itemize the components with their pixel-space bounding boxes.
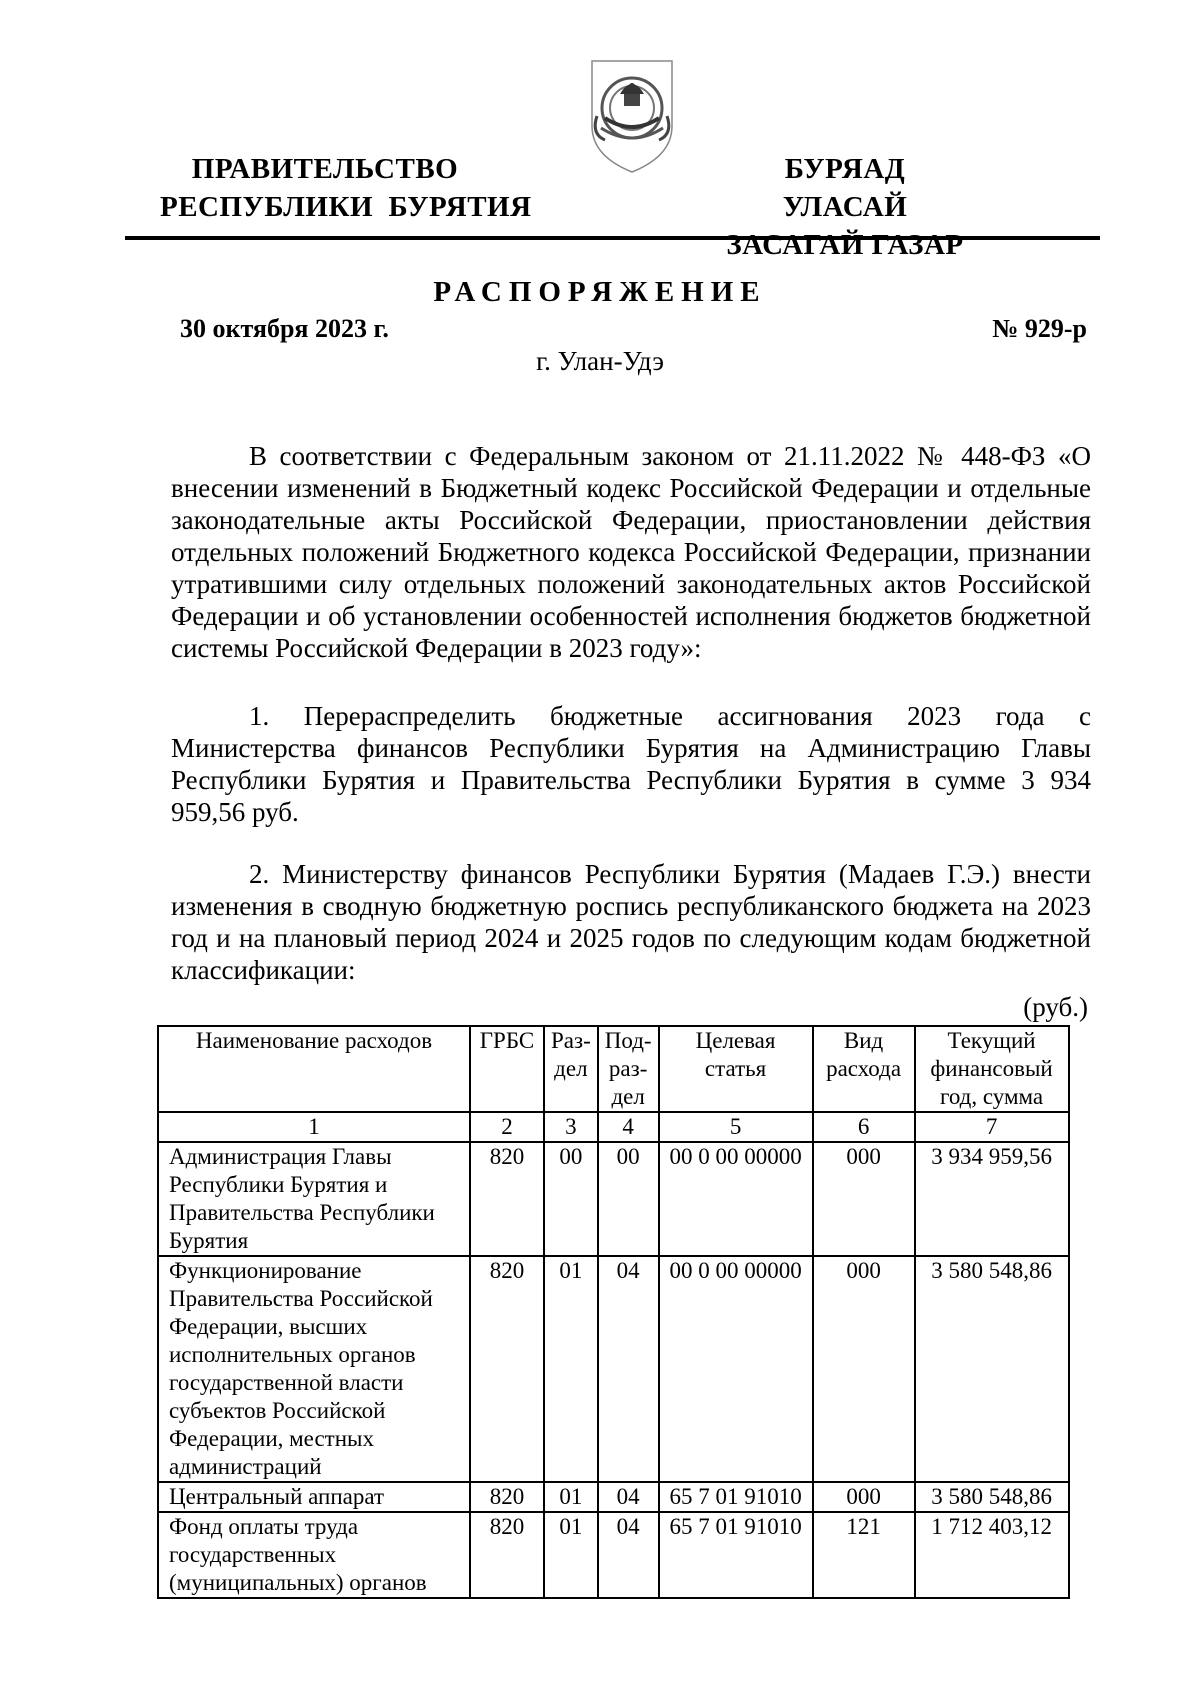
header-divider: [125, 236, 1100, 240]
document-title: РАСПОРЯЖЕНИЕ: [433, 276, 767, 308]
row-grbs: 820: [470, 1512, 544, 1598]
header-left: [160, 150, 532, 226]
row-subsection: 04: [598, 1256, 659, 1482]
table-number-row: [158, 1112, 1069, 1142]
row-subsection: 00: [598, 1142, 659, 1256]
item1-text: 1. Перераспределить бюджетные ассигнования 2023 года с Министерства финансов Республики Бурятия на Администрацию Главы Республики Бурятия и Правительства Республики Бурятия в сумме 3 934 959,56 руб.: [171, 701, 1091, 827]
row-target: 65 7 01 91010: [659, 1512, 813, 1598]
col-number: 5: [659, 1112, 813, 1142]
row-section: 01: [544, 1482, 598, 1512]
table-row: [158, 1256, 1069, 1482]
col-header-target: Целевая статья: [659, 1026, 813, 1112]
budget-table: [157, 1025, 1070, 1599]
row-section: 01: [544, 1512, 598, 1598]
header-right-line1: БУРЯАД УЛАСАЙ: [782, 153, 908, 223]
coat-of-arms-icon: [587, 56, 677, 176]
row-subsection: 04: [598, 1512, 659, 1598]
col-number: 2: [470, 1112, 544, 1142]
header-right-line2: ЗАСАГАЙ ГАЗАР: [726, 229, 964, 261]
header-right: [720, 150, 970, 264]
row-subsection: 04: [598, 1482, 659, 1512]
row-target: 00 0 00 00000: [659, 1142, 813, 1256]
row-grbs: 820: [470, 1142, 544, 1256]
col-header-section: Раз-дел: [544, 1026, 598, 1112]
header-left-line2: РЕСПУБЛИКИ БУРЯТИЯ: [160, 191, 532, 223]
table-row: [158, 1482, 1069, 1512]
row-type: 000: [813, 1482, 915, 1512]
col-number: 1: [158, 1112, 470, 1142]
table-header-row: [158, 1026, 1069, 1112]
row-amount: 3 934 959,56: [915, 1142, 1069, 1256]
row-type: 000: [813, 1256, 915, 1482]
header-left-line1: ПРАВИТЕЛЬСТВО: [191, 153, 459, 185]
document-number: № 929-р: [992, 314, 1087, 343]
row-name: Функционирование Правительства Российской Федерации, высших исполнительных органов государственной власти субъектов Российской Федерации, местных администраций: [158, 1256, 470, 1482]
document-date: 30 октября 2023 г.: [180, 314, 389, 343]
col-number: 3: [544, 1112, 598, 1142]
item1-paragraph: [171, 700, 1091, 828]
row-type: 121: [813, 1512, 915, 1598]
col-number: 6: [813, 1112, 915, 1142]
table-row: [158, 1512, 1069, 1598]
row-section: 01: [544, 1256, 598, 1482]
col-header-subsection: Под-раз-дел: [598, 1026, 659, 1112]
col-number: 4: [598, 1112, 659, 1142]
row-target: 00 0 00 00000: [659, 1256, 813, 1482]
document-city: г. Улан-Удэ: [536, 346, 664, 376]
col-header-type: Вид расхода: [813, 1026, 915, 1112]
row-amount: 3 580 548,86: [915, 1256, 1069, 1482]
item2-paragraph: [171, 858, 1091, 986]
row-target: 65 7 01 91010: [659, 1482, 813, 1512]
row-name: Центральный аппарат: [158, 1482, 470, 1512]
col-header-amount: Текущий финансовый год, сумма: [915, 1026, 1069, 1112]
row-name: Администрация Главы Республики Бурятия и Правительства Республики Бурятия: [158, 1142, 470, 1256]
col-number: 7: [915, 1112, 1069, 1142]
row-amount: 1 712 403,12: [915, 1512, 1069, 1598]
row-grbs: 820: [470, 1256, 544, 1482]
table-row: [158, 1142, 1069, 1256]
col-header-name: Наименование расходов: [158, 1026, 470, 1112]
preamble-text: В соответствии с Федеральным законом от 21.11.2022 № 448-ФЗ «О внесении изменений в Бюджетный кодекс Российской Федерации и отдельные законодательные акты Российской Федерации, приостановлении действия отдельных положений Бюджетного кодекса Российской Федерации, признании утратившими силу отдельных положений законодательных актов Российской Федерации и об установлении особенностей исполнения бюджетов бюджетной системы Российской Федерации в 2023 году»:: [171, 441, 1091, 663]
row-section: 00: [544, 1142, 598, 1256]
preamble-paragraph: [171, 440, 1091, 664]
row-type: 000: [813, 1142, 915, 1256]
row-grbs: 820: [470, 1482, 544, 1512]
col-header-grbs: ГРБС: [470, 1026, 544, 1112]
row-name: Фонд оплаты труда государственных (муниципальных) органов: [158, 1512, 470, 1598]
item2-text: 2. Министерству финансов Республики Бурятия (Мадаев Г.Э.) внести изменения в сводную бюджетную роспись республиканского бюджета на 2023 год и на плановый период 2024 и 2025 годов по следующим кодам бюджетной классификации:: [171, 859, 1091, 985]
unit-label: (руб.): [1023, 992, 1088, 1022]
row-amount: 3 580 548,86: [915, 1482, 1069, 1512]
